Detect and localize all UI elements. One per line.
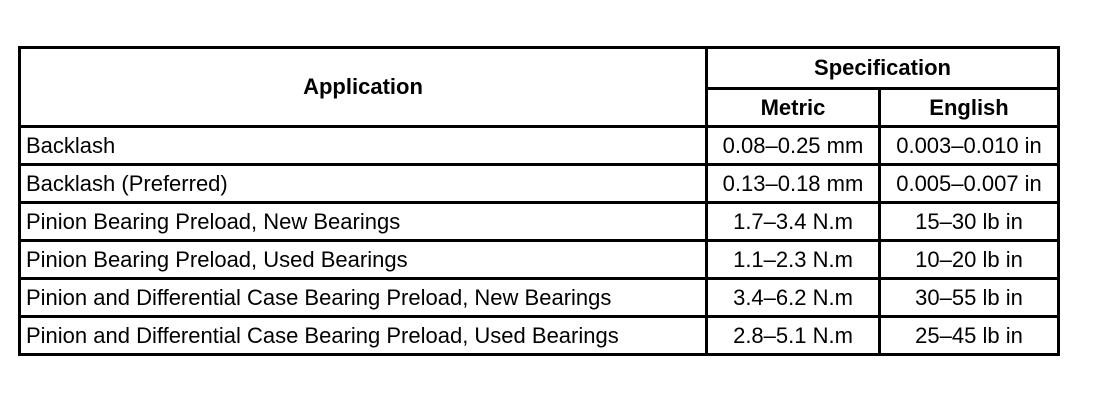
table-row <box>20 165 1059 203</box>
metric-cell: 0.08–0.25 mm <box>707 127 880 165</box>
english-cell: 0.005–0.007 in <box>880 165 1059 203</box>
table-row <box>20 203 1059 241</box>
header-metric: Metric <box>707 89 880 127</box>
table-row <box>20 279 1059 317</box>
header-specification: Specification <box>707 48 1059 89</box>
application-cell: Backlash (Preferred) <box>20 165 707 203</box>
metric-cell: 1.1–2.3 N.m <box>707 241 880 279</box>
table-row <box>20 241 1059 279</box>
application-cell: Backlash <box>20 127 707 165</box>
metric-cell: 0.13–0.18 mm <box>707 165 880 203</box>
header-application: Application <box>20 48 707 127</box>
application-cell: Pinion Bearing Preload, New Bearings <box>20 203 707 241</box>
application-cell: Pinion and Differential Case Bearing Preload, New Bearings <box>20 279 707 317</box>
metric-cell: 2.8–5.1 N.m <box>707 317 880 355</box>
metric-cell: 1.7–3.4 N.m <box>707 203 880 241</box>
header-english: English <box>880 89 1059 127</box>
english-cell: 25–45 lb in <box>880 317 1059 355</box>
english-cell: 15–30 lb in <box>880 203 1059 241</box>
metric-cell: 3.4–6.2 N.m <box>707 279 880 317</box>
table-row <box>20 317 1059 355</box>
english-cell: 10–20 lb in <box>880 241 1059 279</box>
english-cell: 0.003–0.010 in <box>880 127 1059 165</box>
english-cell: 30–55 lb in <box>880 279 1059 317</box>
specification-table <box>18 46 1060 356</box>
table-row <box>20 127 1059 165</box>
application-cell: Pinion and Differential Case Bearing Preload, Used Bearings <box>20 317 707 355</box>
application-cell: Pinion Bearing Preload, Used Bearings <box>20 241 707 279</box>
